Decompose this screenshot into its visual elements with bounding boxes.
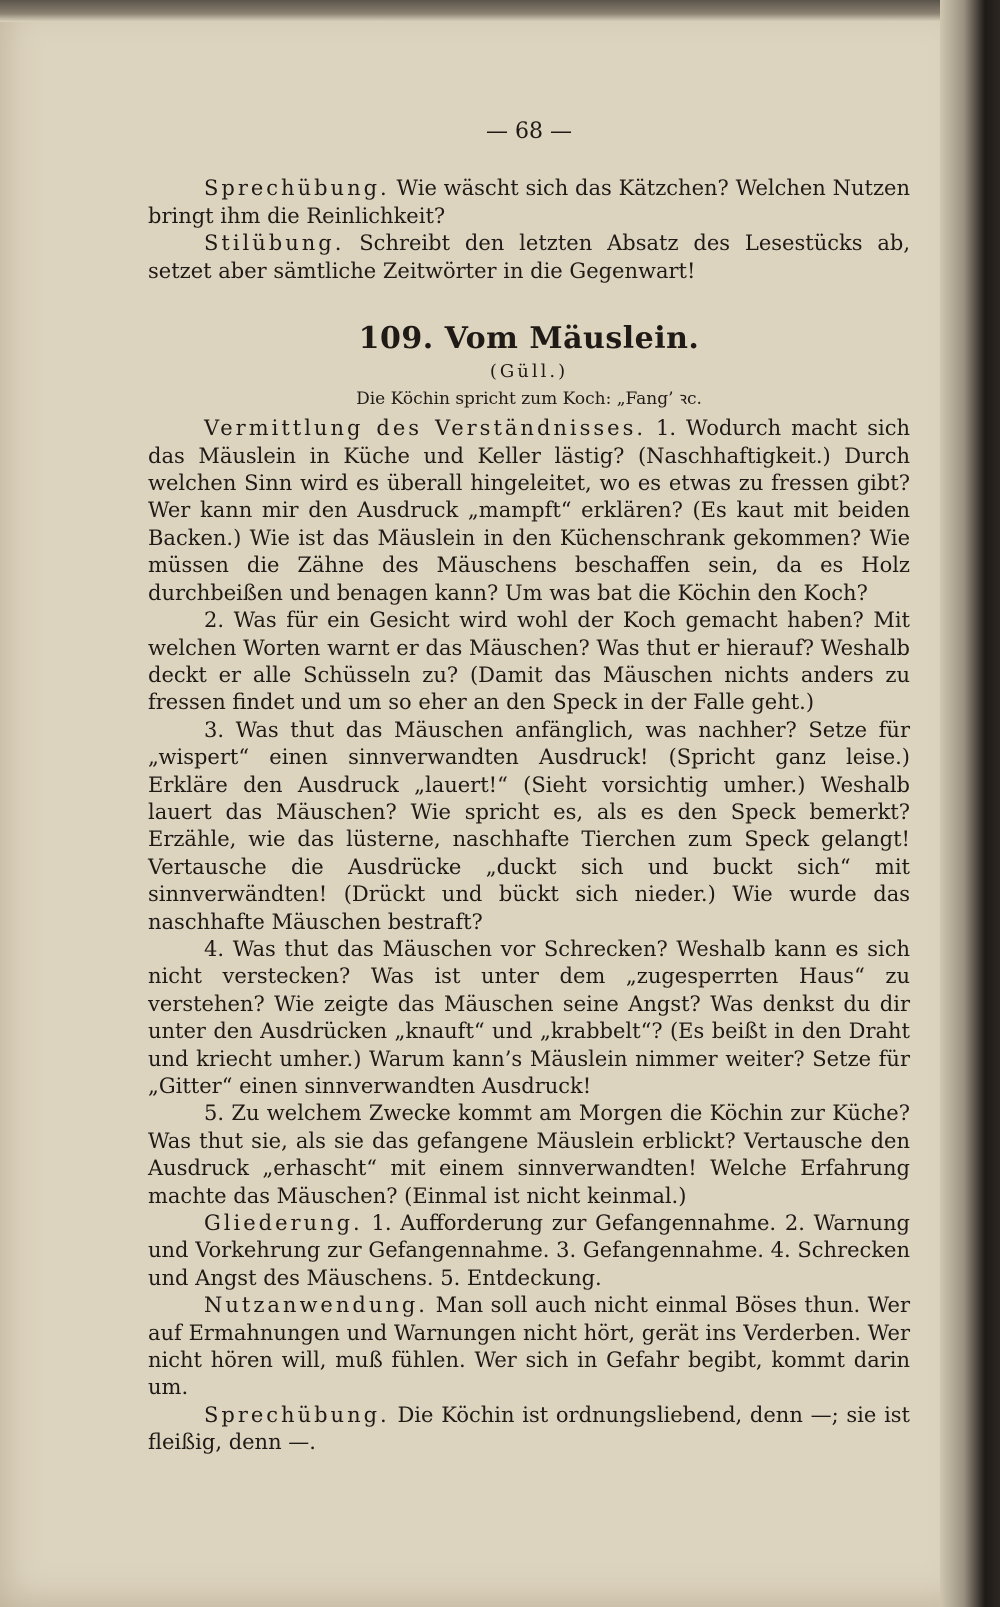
intro-stiluebung bbox=[148, 230, 910, 285]
lesson-author: (Güll.) bbox=[489, 361, 569, 383]
section-sprechuebung-2 bbox=[148, 1402, 910, 1457]
question-4: 4. Was thut das Mäuschen vor Schrecken? Weshalb kann es sich nicht verstecken? Was ist unter dem „zugesperrten Haus“ zu verstehen? Wie zeigte das Mäuschen seine Angst? Was denkst du dir unter den Ausdrücken „knauft“ und „krabbelt“? (Es beißt in den Draht und kriecht umher.) Warum kann’s Mäuslein nimmer weiter? Setze für „Gitter“ einen sinnverwandten Ausdruck! bbox=[148, 936, 910, 1098]
question-3: 3. Was thut das Mäuschen anfänglich, was nachher? Setze für „wispert“ einen sinnverwandten Ausdruck! (Spricht ganz leise.) Erkläre den Ausdruck „lauert!“ (Sieht vorsichtig umher.) Weshalb lauert das Mäuschen? Wie spricht es, als es den Speck bemerkt? Erzähle, wie das lüsterne, naschhafte Tierchen zum Speck gelangt! Vertausche die Ausdrücke „duckt sich und buckt sich“ mit sinnverwändten! (Drückt und bückt sich nieder.) Wie wurde das naschhafte Mäuschen bestraft? bbox=[148, 717, 910, 934]
sprechuebung2-text: Die Köchin ist ordnungsliebend, denn —; sie ist fleißig, denn —. bbox=[148, 1402, 910, 1455]
vermittlung-label: Vermittlung des Verständnisses. bbox=[204, 416, 647, 441]
intro-sprechuebung bbox=[148, 175, 910, 230]
page-top-edge bbox=[0, 0, 972, 22]
sprechuebung-label: Sprechübung. bbox=[204, 176, 390, 201]
nutzanwendung-text: Man soll auch nicht einmal Böses thun. Wer auf Ermahnungen und Warnungen nicht hört, gerät ins Verderben. Wer nicht hören will, muß fühlen. Wer sich in Gefahr begibt, kommt darin um. bbox=[148, 1293, 911, 1400]
section-nutzanwendung bbox=[148, 1292, 910, 1402]
vermittlung-text: 1. Wodurch macht sich das Mäuslein in Küche und Keller lästig? (Naschhaftigkeit.) Durch welchen Sinn wird es überall hingeleitet, wo es etwas zu fressen gibt? Wer kann mir den Ausdruck „mampft“ erklären? (Es kaut mit beiden Backen.) Wie ist das Mäuslein in den Küchenschrank gekommen? Wie müssen die Zähne des Mäuschens beschaffen sein, da es Holz durchbeißen und benagen kann? Um was bat die Köchin den Koch? bbox=[148, 416, 910, 605]
sprechuebung2-label: Sprechübung. bbox=[204, 1402, 390, 1427]
book-gutter bbox=[940, 0, 1000, 1607]
sprechuebung-text: Wie wäscht sich das Kätzchen? Welchen Nutzen bringt ihm die Reinlichkeit? bbox=[148, 176, 910, 228]
gliederung-label: Gliederung. bbox=[204, 1211, 363, 1236]
question-2: 2. Was für ein Gesicht wird wohl der Koch gemacht haben? Mit welchen Worten warnt er das Mäuschen? Was thut er hierauf? Weshalb deckt er alle Schüsseln zu? (Damit das Mäuschen nichts anders zu fressen findet und um so eher an den Speck in der Falle geht.) bbox=[148, 608, 910, 715]
gliederung-text: 1. Aufforderung zur Gefangennahme. 2. Warnung und Vorkehrung zur Gefangennahme. 3. Gefangennahme. 4. Schrecken und Angst des Mäuschens. 5. Entdeckung. bbox=[148, 1211, 910, 1290]
page-content bbox=[148, 118, 910, 1457]
section-gliederung bbox=[148, 1210, 910, 1292]
nutzanwendung-label: Nutzanwendung. bbox=[204, 1293, 428, 1318]
lesson-title: 109. Vom Mäuslein. bbox=[358, 321, 700, 357]
page-number: — 68 — bbox=[486, 119, 572, 144]
stiluebung-text: Schreibt den letzten Absatz des Lesestücks ab, setzet aber sämtliche Zeitwörter in die Gegenwart! bbox=[148, 231, 911, 283]
section-vermittlung bbox=[148, 415, 910, 607]
stiluebung-label: Stilübung. bbox=[204, 231, 345, 256]
lesson-quote: Die Köchin spricht zum Koch: „Fang’ ꝛc. bbox=[356, 388, 702, 409]
question-5: 5. Zu welchem Zwecke kommt am Morgen die Köchin zur Küche? Was thut sie, als sie das gefangene Mäuslein erblickt? Vertausche den Ausdruck „erhascht“ mit einem sinnverwandten! Welche Erfahrung machte das Mäuschen? (Einmal ist nicht keinmal.) bbox=[148, 1101, 910, 1208]
